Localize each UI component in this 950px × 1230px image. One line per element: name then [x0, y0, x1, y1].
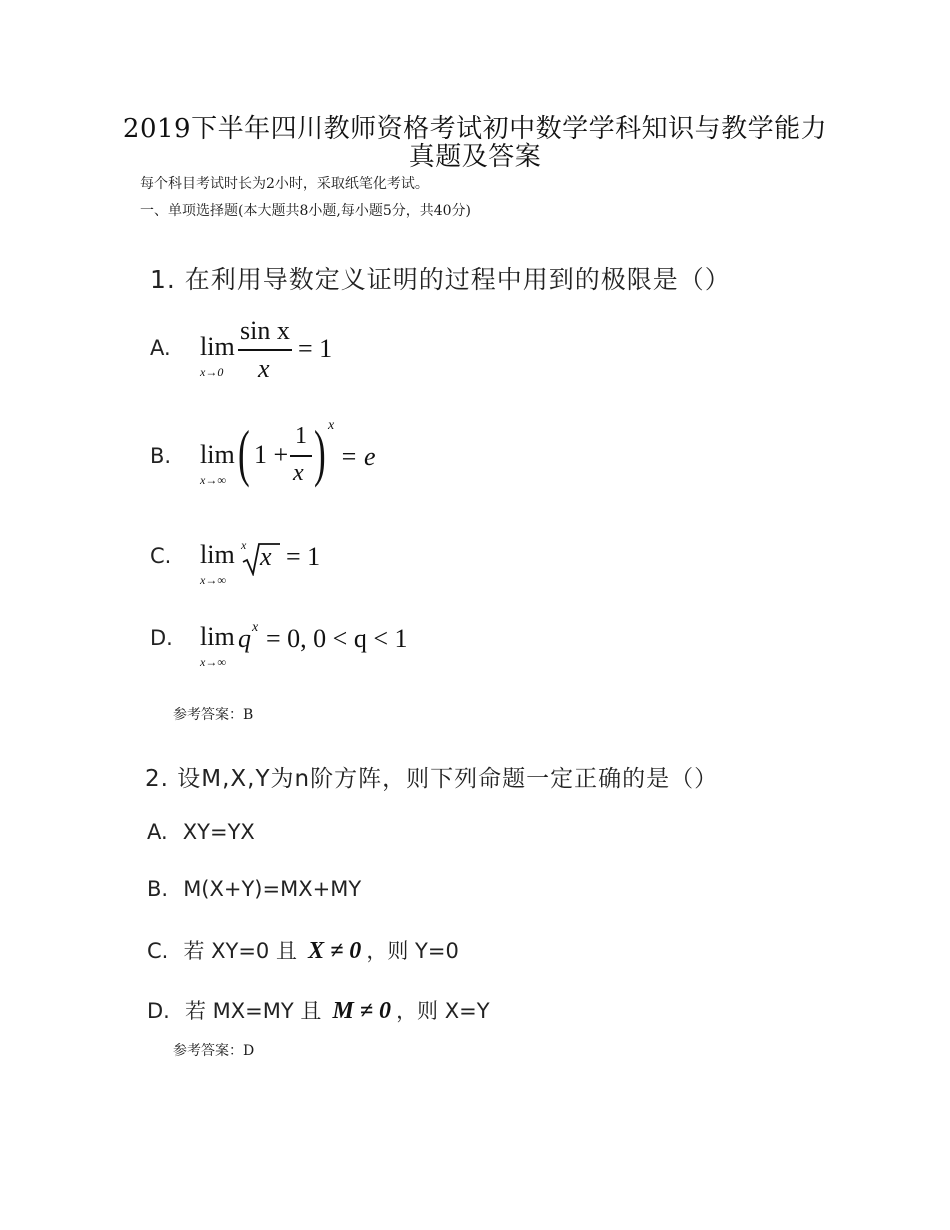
option-text-pre: 若 MX=MY 且 — [184, 999, 322, 1023]
equation-rhs: = 0, 0 < q < 1 — [266, 624, 408, 653]
fraction-numerator: sin x — [240, 316, 290, 345]
exponent: x — [328, 418, 335, 433]
fraction-denominator: x — [258, 354, 270, 383]
limit-operator: lim — [200, 622, 235, 651]
q1-option-d — [150, 620, 470, 675]
q2-option-a — [147, 820, 255, 844]
question-1-stem: 1. 在利用导数定义证明的过程中用到的极限是（） — [150, 265, 731, 294]
root-index: x — [241, 538, 247, 552]
limit-subscript: x→∞ — [200, 655, 226, 669]
equation-rhs: = e — [340, 442, 376, 471]
condition-math: X ≠ 0 — [308, 938, 362, 964]
left-paren: ( — [238, 417, 250, 488]
option-letter: D. — [150, 626, 173, 650]
option-text-post: ，则 X=Y — [396, 999, 490, 1023]
document-title-line-1: 2019下半年四川教师资格考试初中数学学科知识与教学能力 — [122, 114, 828, 144]
q1-option-b — [150, 417, 470, 500]
q2-option-c — [147, 935, 459, 965]
q2-option-b — [147, 877, 361, 901]
section-heading: 一、单项选择题(本大题共8小题,每小题5分，共40分) — [140, 203, 472, 219]
limit-operator: lim — [200, 540, 235, 569]
option-text: M(X+Y)=MX+MY — [183, 877, 362, 901]
option-letter: B. — [150, 444, 172, 468]
option-letter: A. — [150, 336, 171, 360]
fraction-bar — [290, 455, 312, 457]
option-text-post: ，则 Y=0 — [366, 939, 459, 963]
option-letter: A. — [147, 820, 168, 844]
right-paren: ) — [314, 417, 326, 488]
fraction-bar — [238, 349, 292, 351]
option-letter: C. — [147, 939, 169, 963]
q1-option-a — [150, 316, 450, 392]
option-letter: D. — [147, 999, 170, 1023]
q2-option-d — [147, 995, 490, 1025]
exponent: x — [252, 620, 259, 635]
option-letter: C. — [150, 544, 172, 568]
limit-operator: lim — [200, 332, 235, 361]
radicand: x — [260, 542, 272, 571]
option-text: XY=YX — [182, 820, 255, 844]
limit-subscript: x→∞ — [200, 473, 226, 487]
one-plus: 1 + — [254, 440, 289, 469]
equation-rhs: = 1 — [286, 542, 321, 571]
q1-option-c — [150, 538, 450, 593]
equation-rhs: = 1 — [298, 334, 333, 363]
option-text-pre: 若 XY=0 且 — [183, 939, 297, 963]
fraction-denominator: x — [293, 460, 304, 486]
option-letter: B. — [147, 877, 169, 901]
limit-operator: lim — [200, 440, 235, 469]
base-variable: q — [238, 624, 251, 653]
limit-subscript: x→∞ — [200, 573, 226, 587]
condition-math: M ≠ 0 — [332, 998, 391, 1024]
question-2-stem: 2. 设M,X,Y为n阶方阵，则下列命题一定正确的是（） — [145, 766, 719, 792]
question-2-answer: 参考答案：D — [173, 1043, 255, 1059]
fraction-numerator: 1 — [295, 423, 307, 449]
question-1-answer: 参考答案：B — [173, 707, 254, 723]
exam-intro: 每个科目考试时长为2小时，采取纸笔化考试。 — [140, 176, 429, 192]
limit-subscript: x→0 — [200, 365, 224, 379]
document-title-line-2: 真题及答案 — [408, 142, 542, 172]
